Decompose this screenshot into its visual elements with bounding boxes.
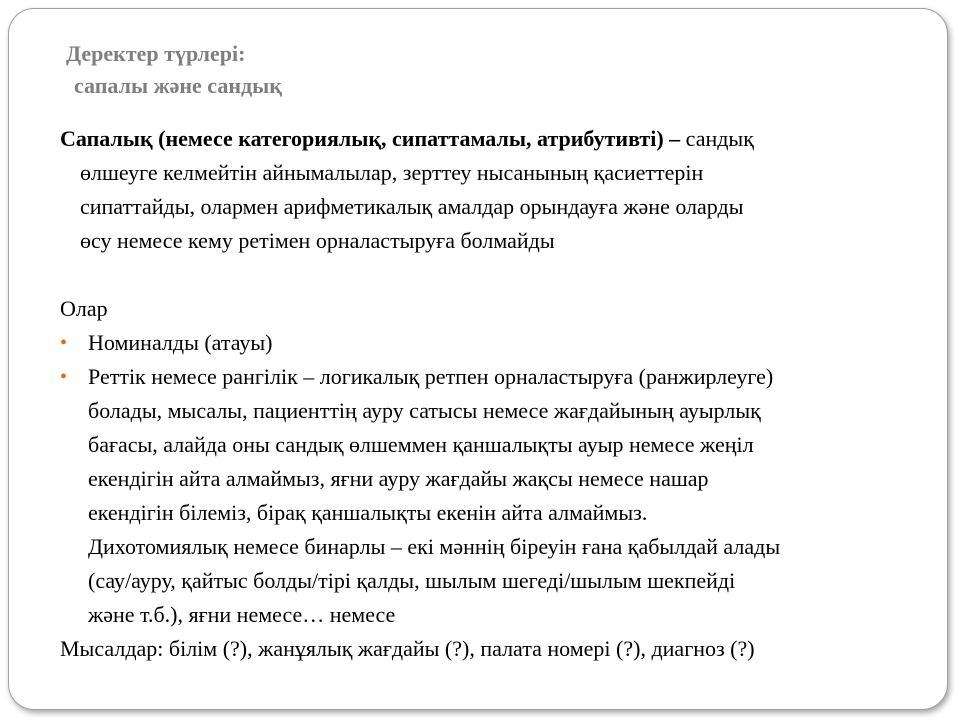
bullet-icon: • xyxy=(60,366,68,388)
definition-paragraph xyxy=(60,122,920,258)
bullet-line: екендігін айта алмаймыз, яғни ауру жағдайы жақсы немесе нашар xyxy=(88,466,709,491)
slide-title xyxy=(66,38,282,102)
definition-line2: өлшеуге келмейтін айнымалылар, зерттеу нысанының қасиеттерін xyxy=(80,160,704,185)
definition-lead: Сапалық (немесе категориялық, сипаттамалы, атрибутивті) – xyxy=(60,126,681,151)
definition-line4: өсу немесе кему ретімен орналастыруға болмайды xyxy=(80,228,555,253)
slide-title-line2: сапалы және сандық xyxy=(74,73,282,98)
bullet-icon: • xyxy=(60,332,68,354)
bullet-line: бағасы, алайда оны сандық өлшеммен қаншалықты ауыр немесе жеңіл xyxy=(88,432,754,457)
olar-label: Олар xyxy=(60,296,108,321)
definition-first-line xyxy=(60,122,920,156)
spacer xyxy=(60,258,920,292)
bullet-line: Дихотомиялық немесе бинарлы – екі мәннің біреуін ғана қабылдай алады xyxy=(88,534,781,559)
bullet-line: Реттік немесе рангілік – логикалық ретпен орналастыруға (ранжирлеуге) xyxy=(88,364,774,389)
slide-body xyxy=(60,122,920,666)
definition-lead-tail: сандық xyxy=(680,126,754,151)
slide-title-line1: Деректер түрлері: xyxy=(66,41,246,66)
bullet-line: болады, мысалы, пациенттің ауру сатысы немесе жағдайының ауырлық xyxy=(88,398,761,423)
bullet-line: екендігін білеміз, бірақ қаншалықты екенін айта алмаймыз. xyxy=(88,500,648,525)
definition-line3: сипаттайды, олармен арифметикалық амалдар орындауға және оларды xyxy=(80,194,744,219)
bullet-item-nominal xyxy=(60,326,920,360)
examples-line: Мысалдар: білім (?), жанұялық жағдайы (?), палата номері (?), диагноз (?) xyxy=(60,636,755,661)
bullet-line: және т.б.), яғни немесе… немесе xyxy=(88,602,396,627)
bullet-text: Номиналды (атауы) xyxy=(88,330,273,355)
bullet-line: (сау/ауру, қайтыс болды/тірі қалды, шылым шегеді/шылым шекпейді xyxy=(88,568,736,593)
bullet-item-ordinal xyxy=(60,360,920,632)
